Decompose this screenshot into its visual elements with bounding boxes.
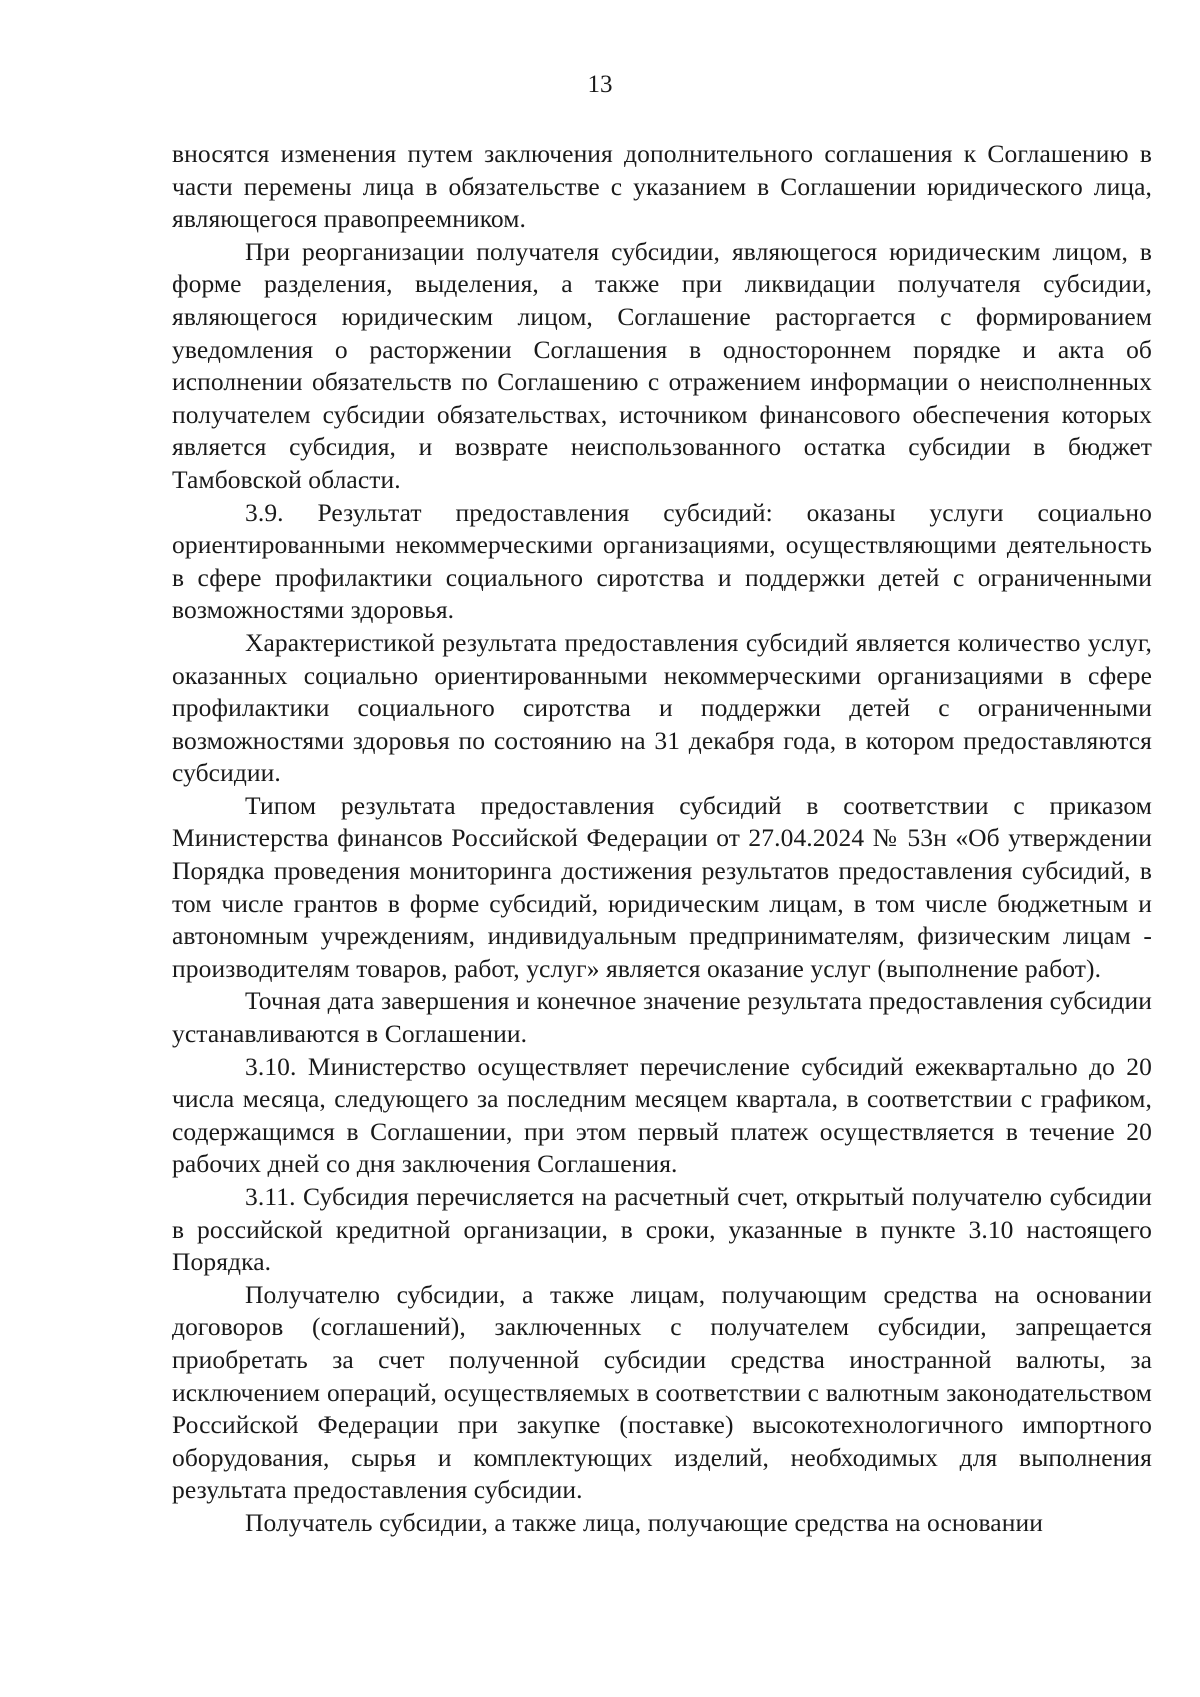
- paragraph-3-10-transfer: 3.10. Министерство осуществляет перечисление субсидий ежеквартально до 20 числа месяца, следующего за последним месяцем квартала, в соответствии с графиком, содержащимся в Соглашении, при этом первый платеж осуществляется в течение 20 рабочих дней со дня заключения Соглашения.: [172, 1051, 1152, 1179]
- paragraph-3-9-result: 3.9. Результат предоставления субсидий: оказаны услуги социально ориентированными некоммерческими организациями, осуществляющими деятельность в сфере профилактики социального сиротства и поддержки детей с ограниченными возможностями здоровья.: [172, 497, 1152, 625]
- page-number: 13: [587, 71, 613, 98]
- paragraph-continuation: вносятся изменения путем заключения дополнительного соглашения к Соглашению в части перемены лица в обязательстве с указанием в Соглашении юридического лица, являющегося правопреемником.: [172, 139, 1152, 234]
- paragraph-currency-prohibition: Получателю субсидии, а также лицам, получающим средства на основании договоров (соглашений), заключенных с получателем субсидии, запрещается приобретать за счет полученной субсидии средства иностранной валюты, за исключением операций, осуществляемых в соответствии с валютным законодательством Российской Федерации при закупке (поставке) высокотехнологичного импортного оборудования, сырья и комплектующих изделий, необходимых для выполнения результата предоставления субсидии.: [172, 1279, 1152, 1505]
- paragraph-recipient-continued: Получатель субсидии, а также лица, получающие средства на основании: [245, 1507, 1043, 1537]
- paragraph-reorganization: При реорганизации получателя субсидии, являющегося юридическим лицом, в форме разделения, выделения, а также при ликвидации получателя субсидии, являющегося юридическим лицом, Соглашение расторгается с формированием уведомления о расторжении Соглашения в одностороннем порядке и акта об исполнении обязательств по Соглашению с отражением информации о неисполненных получателем субсидии обязательствах, источником финансового обеспечения которых является субсидия, и возврате неиспользованного остатка субсидии в бюджет Тамбовской области.: [172, 236, 1152, 494]
- paragraph-result-type: Типом результата предоставления субсидий в соответствии с приказом Министерства финансов Российской Федерации от 27.04.2024 № 53н «Об утверждении Порядка проведения мониторинга достижения результатов предоставления субсидий, в том числе грантов в форме субсидий, юридическим лицам, в том числе бюджетным и автономным учреждениям, индивидуальным предпринимателям, физическим лицам - производителям товаров, работ, услуг» является оказание услуг (выполнение работ).: [172, 790, 1152, 983]
- paragraph-result-characteristic: Характеристикой результата предоставления субсидий является количество услуг, оказанных социально ориентированными некоммерческими организациями в сфере профилактики социального сиротства и поддержки детей с ограниченными возможностями здоровья по состоянию на 31 декабря года, в котором предоставляются субсидии.: [172, 627, 1152, 788]
- document-body: [172, 138, 1152, 1540]
- paragraph-3-11-account: 3.11. Субсидия перечисляется на расчетный счет, открытый получателю субсидии в российской кредитной организации, в сроки, указанные в пункте 3.10 настоящего Порядка.: [172, 1182, 1152, 1277]
- paragraph-completion-date: Точная дата завершения и конечное значение результата предоставления субсидии устанавливаются в Соглашении.: [172, 986, 1152, 1049]
